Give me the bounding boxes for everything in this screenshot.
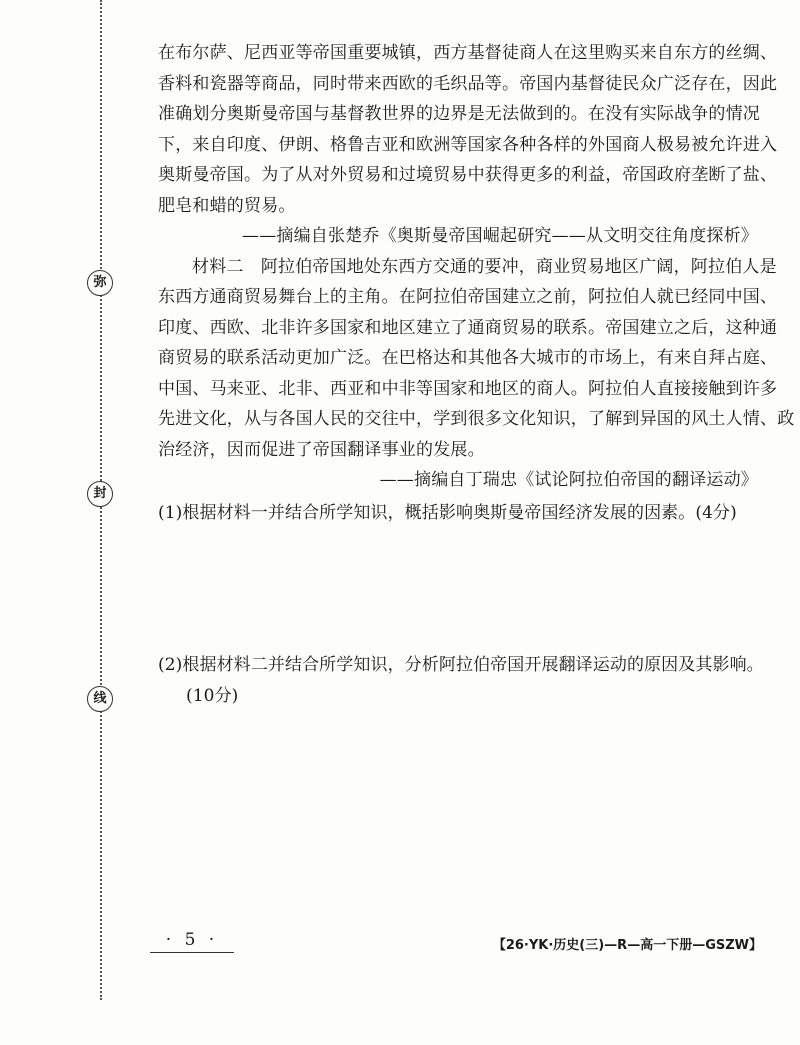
material-two-line: 材料二 阿拉伯帝国地处东西方交通的要冲，商业贸易地区广阔，阿拉伯人是 (192, 256, 777, 277)
material-two-line: 中国、马来亚、北非、西亚和中非等国家和地区的商人。阿拉伯人直接接触到许多 (158, 378, 778, 399)
material-one-line: 奥斯曼帝国。为了从对外贸易和过境贸易中获得更多的利益，帝国政府垄断了盐、 (158, 165, 778, 185)
material-two-line: 商贸易的联系活动更加广泛。在巴格达和其他各大城市的市场上，有来自拜占庭、 (158, 348, 778, 368)
material-one-line: 在布尔萨、尼西亚等帝国重要城镇，西方基督徒商人在这里购买来自东方的丝绸、 (158, 43, 778, 63)
question-two-line: (2)根据材料二并结合所学知识，分析阿拉伯帝国开展翻译运动的原因及其影响。 (158, 655, 764, 675)
material-two-source: ——摘编自丁瑞忠《试论阿拉伯帝国的翻译运动》 (379, 470, 758, 490)
material-one (158, 38, 778, 252)
material-two-line: 治经济，因而促进了帝国翻译事业的发展。 (158, 439, 485, 460)
material-one-line: 肥皂和蜡的贸易。 (158, 195, 296, 216)
material-one-line: 下，来自印度、伊朗、格鲁吉亚和欧洲等国家各种各样的外国商人极易被允许进入 (158, 134, 778, 155)
binding-mark-mi: 弥 (87, 270, 113, 296)
material-one-line: 香料和瓷器等商品，同时带来西欧的毛织品等。帝国内基督徒民众广泛存在，因此 (158, 73, 778, 94)
material-one-source: ——摘编自张楚乔《奥斯曼帝国崛起研究——从文明交往角度探析》 (242, 226, 758, 246)
page-content (158, 38, 795, 706)
material-two (158, 252, 795, 496)
page-number: · 5 · (150, 930, 234, 953)
question-two (158, 650, 764, 711)
binding-mark-xian: 线 (87, 686, 113, 712)
question-two-points: (10分) (186, 685, 239, 706)
exam-code: 【26·YK·历史(三)—R—高一下册—GSZW】 (492, 938, 762, 953)
material-two-line: 印度、西欧、北非许多国家和地区建立了通商贸易的联系。帝国建立之后，这种通 (158, 317, 778, 338)
binding-mark-feng: 封 (87, 481, 113, 507)
question-one: (1)根据材料一并结合所学知识，概括影响奥斯曼帝国经济发展的因素。(4分) (158, 502, 737, 523)
material-two-line: 先进文化，从与各国人民的交往中，学到很多文化知识，了解到异国的风土人情、政 (158, 409, 795, 429)
material-one-line: 准确划分奥斯曼帝国与基督教世界的边界是无法做到的。在没有实际战争的情况 (158, 104, 760, 124)
material-two-line: 东西方通商贸易舞台上的主角。在阿拉伯帝国建立之前，阿拉伯人就已经同中国、 (158, 287, 778, 307)
